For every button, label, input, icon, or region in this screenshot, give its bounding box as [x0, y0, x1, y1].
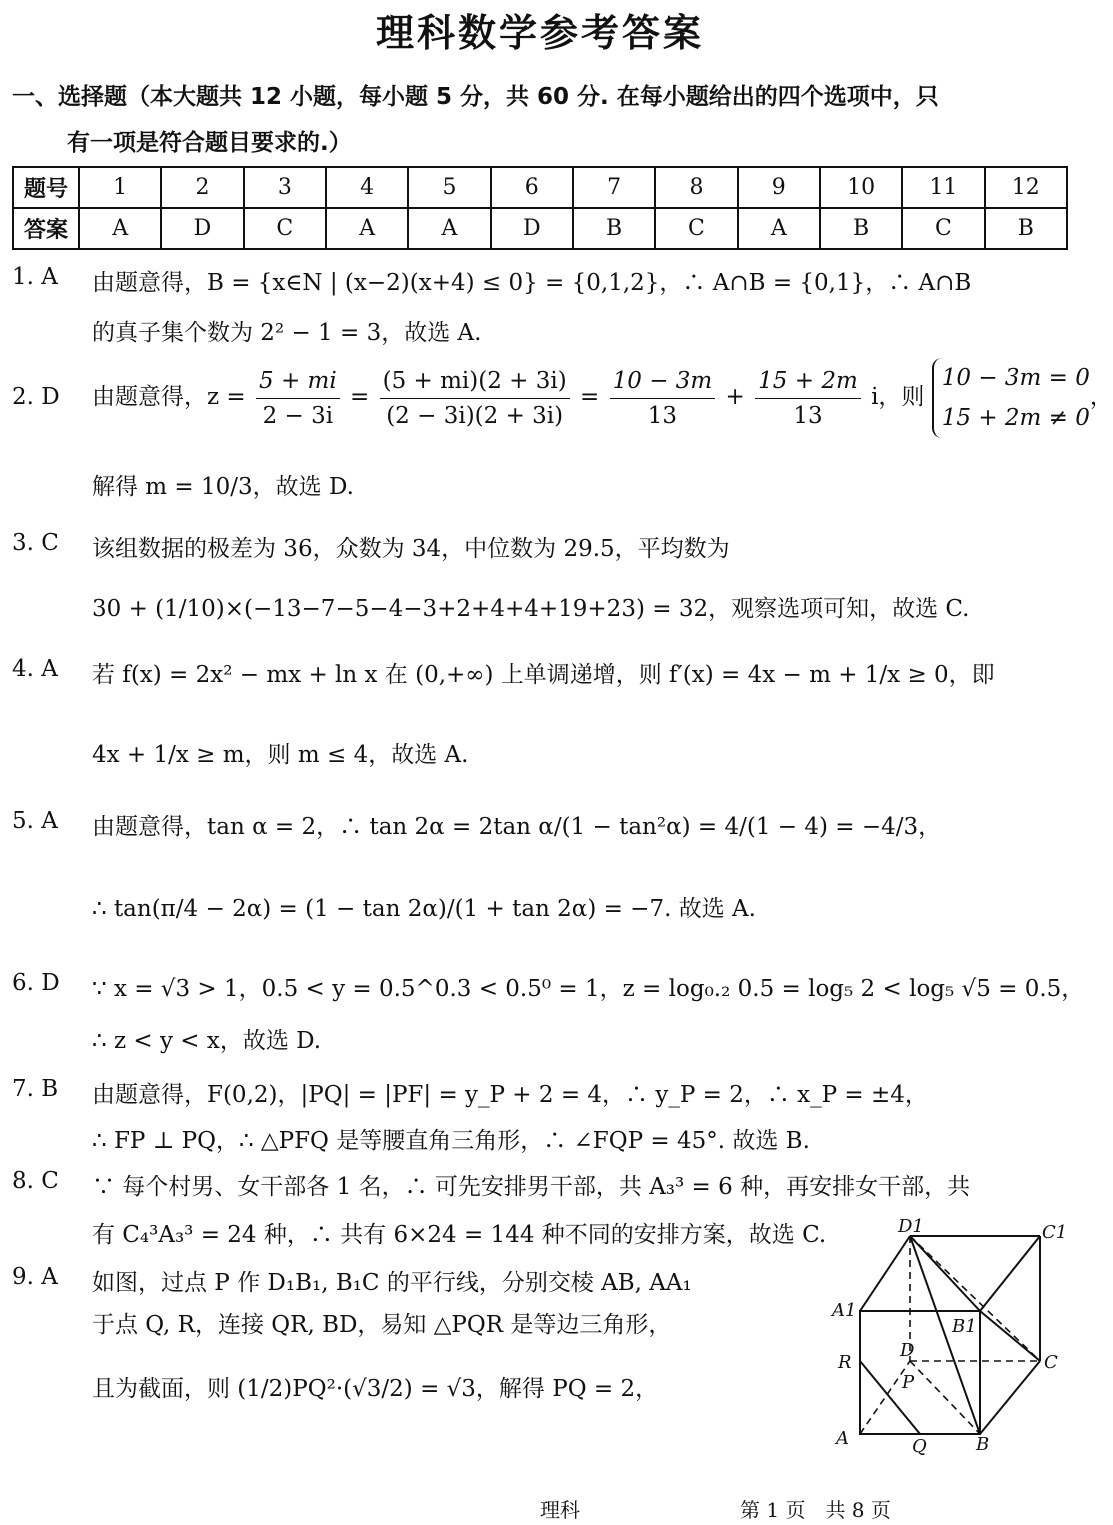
edge-bc	[980, 1361, 1040, 1434]
solution-7	[12, 1076, 1072, 1166]
solution-number: 2. D	[12, 384, 60, 410]
solution-9	[12, 1264, 812, 1444]
solution-number: 1. A	[12, 264, 58, 290]
solution-line: 解得 m = 10/3，故选 D.	[92, 474, 354, 500]
table-cell: 6	[491, 167, 573, 208]
solution-line: 4x + 1/x ≥ m，则 m ≤ 4，故选 A.	[92, 742, 469, 768]
fraction	[610, 364, 716, 433]
table-cell: B	[573, 208, 655, 249]
solution-line: 30 + (1/10)×(−13−7−5−4−3+2+4+4+19+23) = 32，观察选项可知，故选 C.	[92, 596, 970, 622]
label-b: B	[976, 1434, 990, 1455]
numerator: (5 + mi)(2 + 3i)	[380, 364, 570, 399]
numerator: 5 + mi	[256, 364, 340, 399]
table-cell: A	[79, 208, 161, 249]
solution-text: ，	[1089, 384, 1113, 410]
fraction	[380, 364, 570, 433]
table-cell: 12	[985, 167, 1067, 208]
question-number-row	[13, 167, 1067, 208]
row-label-number: 题号	[13, 167, 79, 208]
label-c: C	[1044, 1352, 1058, 1373]
table-cell: D	[491, 208, 573, 249]
hidden-diagonal-d1c	[910, 1236, 1040, 1361]
solution-line: ∵ 每个村男、女干部各 1 名，∴ 可先安排男干部，共 A₃³ = 6 种，再安排女干部，共	[92, 1174, 971, 1200]
table-cell: D	[161, 208, 243, 249]
denominator: 13	[793, 402, 823, 429]
table-cell: C	[902, 208, 984, 249]
solution-line: 且为截面，则 (1/2)PQ²·(√3/2) = √3，解得 PQ = 2，	[92, 1376, 659, 1402]
solution-line: 由题意得，F(0,2)，|PQ| = |PF| = y_P + 2 = 4，∴ y_P = 2，∴ x_P = ±4，	[92, 1082, 928, 1108]
table-cell: 2	[161, 167, 243, 208]
answer-row	[13, 208, 1067, 249]
answer-table	[12, 166, 1068, 250]
solution-line-equation: 由题意得，z = $\frac{5 + mi}{2 - 3i}$ = $\frac{(5 + mi)(2 + 3i)}{(2 - 3i)(2 + 3i)}$ = $\frac{10 - 3m}{13}$ + $\frac{15 + 2m}{13}$ i，则 10 − 3m = 0 15 + 2m ≠ 0 ，	[92, 358, 1113, 438]
table-cell: 1	[79, 167, 161, 208]
label-b1: B1	[952, 1316, 977, 1337]
edge-a1d1	[860, 1236, 910, 1311]
cube-diagram	[820, 1216, 1070, 1456]
table-cell: A	[408, 208, 490, 249]
solution-line: 如图，过点 P 作 D₁B₁, B₁C 的平行线，分别交棱 AB, AA₁	[92, 1270, 692, 1296]
label-d: D	[900, 1340, 915, 1361]
solution-line: 有 C₄³A₃³ = 24 种，∴ 共有 6×24 = 144 种不同的安排方案，故选 C.	[92, 1222, 827, 1248]
denominator: (2 − 3i)(2 + 3i)	[386, 402, 564, 429]
denominator: 13	[647, 402, 678, 429]
solution-line: 由题意得，tan α = 2，∴ tan 2α = 2tan α/(1 − tan²α) = 4/(1 − 4) = −4/3，	[92, 814, 942, 840]
footer-page-number: 第 1 页 共 8 页	[740, 1498, 891, 1522]
solution-number: 4. A	[12, 656, 58, 682]
numerator: 15 + 2m	[755, 364, 861, 399]
solution-line: 的真子集个数为 2² − 1 = 3，故选 A.	[92, 320, 482, 346]
solution-number: 5. A	[12, 808, 58, 834]
solution-text: i，则	[871, 384, 925, 410]
table-cell: 8	[655, 167, 737, 208]
solution-6	[12, 970, 1085, 1060]
section-heading-line1: 一、选择题（本大题共 12 小题，每小题 5 分，共 60 分. 在每小题给出的四个选项中，只	[12, 84, 939, 110]
table-cell: 10	[820, 167, 902, 208]
label-p: P	[902, 1372, 915, 1393]
solution-line: 由题意得，B = {x∈N | (x−2)(x+4) ≤ 0} = {0,1,2}，∴ A∩B = {0,1}，∴ A∩B	[92, 270, 972, 296]
table-cell: C	[244, 208, 326, 249]
fraction	[256, 364, 340, 433]
solution-number: 8. C	[12, 1168, 59, 1194]
system-line: 10 − 3m = 0	[941, 365, 1090, 391]
solution-line: ∴ tan(π/4 − 2α) = (1 − tan 2α)/(1 + tan 2α) = −7. 故选 A.	[92, 896, 756, 922]
footer-subject: 理科	[540, 1498, 580, 1522]
numerator: 10 − 3m	[610, 364, 716, 399]
section-heading-line2: 有一项是符合题目要求的.）	[67, 130, 352, 156]
solution-line: 于点 Q, R，连接 QR, BD，易知 △PQR 是等边三角形，	[92, 1312, 672, 1338]
row-label-answer: 答案	[13, 208, 79, 249]
table-cell: 11	[902, 167, 984, 208]
label-r: R	[838, 1352, 852, 1373]
denominator: 2 − 3i	[262, 402, 334, 429]
table-cell: A	[738, 208, 820, 249]
system-line: 15 + 2m ≠ 0	[941, 405, 1090, 431]
table-cell: B	[820, 208, 902, 249]
table-cell: 3	[244, 167, 326, 208]
table-cell: 7	[573, 167, 655, 208]
section-heading	[12, 74, 1062, 166]
solution-4	[12, 656, 1072, 786]
equation-system	[932, 358, 1090, 438]
fraction	[755, 364, 861, 433]
table-cell: A	[326, 208, 408, 249]
solution-line: 若 f(x) = 2x² − mx + ln x 在 (0,+∞) 上单调递增，则 f′(x) = 4x − m + 1/x ≥ 0，即	[92, 662, 995, 688]
hidden-edge-db	[910, 1361, 980, 1434]
table-cell: B	[985, 208, 1067, 249]
solution-number: 9. A	[12, 1264, 58, 1290]
table-cell: 9	[738, 167, 820, 208]
solution-line: ∴ z < y < x，故选 D.	[92, 1028, 322, 1054]
solution-number: 6. D	[12, 970, 60, 996]
document-title: 理科数学参考答案	[375, 11, 704, 55]
label-q: Q	[912, 1436, 927, 1457]
solution-number: 7. B	[12, 1076, 59, 1102]
edge-b1c1	[980, 1236, 1040, 1311]
solution-number: 3. C	[12, 530, 59, 556]
table-cell: 4	[326, 167, 408, 208]
table-cell: 5	[408, 167, 490, 208]
solution-text: 由题意得，z =	[92, 384, 254, 410]
diagonal-b1c	[980, 1311, 1040, 1361]
label-a1: A1	[832, 1300, 857, 1321]
solution-line: ∵ x = √3 > 1，0.5 < y = 0.5^0.3 < 0.5⁰ = 1，z = log₀.₂ 0.5 = log₅ 2 < log₅ √5 = 0.5，	[92, 976, 1085, 1002]
label-d1: D1	[898, 1216, 924, 1237]
solution-3	[12, 530, 1072, 640]
label-a: A	[836, 1428, 849, 1449]
table-cell: C	[655, 208, 737, 249]
solution-line: 该组数据的极差为 36，众数为 34，中位数为 29.5，平均数为	[92, 536, 730, 562]
solution-2	[12, 358, 1113, 528]
solution-line: ∴ FP ⊥ PQ，∴ △PFQ 是等腰直角三角形，∴ ∠FQP = 45°. 故选 B.	[92, 1128, 810, 1154]
solution-1	[12, 264, 1072, 354]
solution-5	[12, 808, 1072, 958]
diagonal-d1b1	[910, 1236, 980, 1311]
label-c1: C1	[1042, 1222, 1068, 1243]
